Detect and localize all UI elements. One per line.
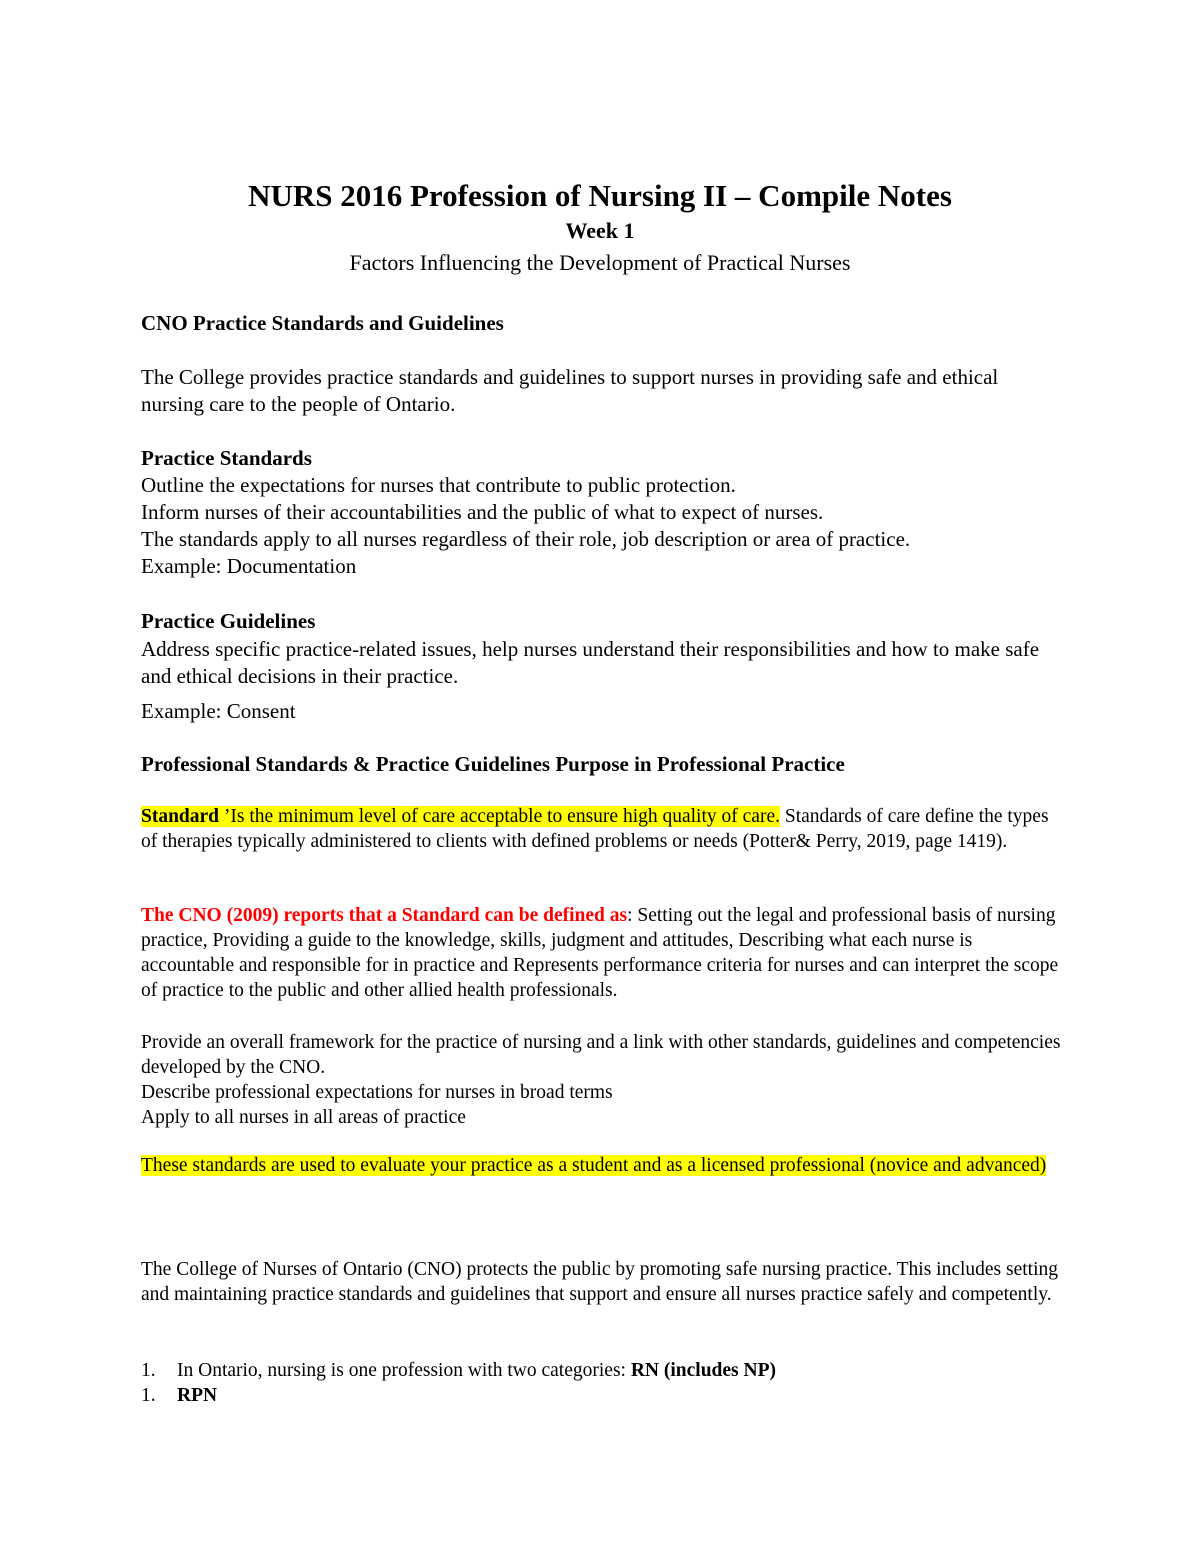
list-text-bold: RN (includes NP) (630, 1360, 777, 1381)
cno-definition-label: The CNO (2009) reports that a Standard can be defined as (141, 905, 628, 926)
list-text (177, 1383, 217, 1408)
highlighted-standard-definition (141, 806, 780, 827)
practice-standards-example: Example: Documentation (141, 554, 357, 578)
week-label: Week 1 (565, 218, 635, 243)
practice-standards-heading: Practice Standards (141, 446, 312, 470)
standard-label: Standard (141, 806, 224, 827)
framework-line: Apply to all nurses in all areas of practice (141, 1107, 466, 1128)
standard-quote: ’Is the minimum level of care acceptable to ensure high quality of care. (223, 806, 780, 827)
framework-line: Provide an overall framework for the practice of nursing and a link with other standards, guidelines and competencies developed by the CNO. (141, 1032, 1061, 1078)
practice-standards-line: Inform nurses of their accountabilities and the public of what to expect of nurses. (141, 500, 824, 524)
cno-definition-colon: : (627, 905, 633, 926)
list-text-bold: RPN (177, 1385, 218, 1406)
list-item (141, 1358, 1061, 1383)
cno-intro-paragraph: The College provides practice standards and guidelines to support nurses in providing safe and ethical nursing care to the people of Ontario. (141, 365, 999, 416)
standard-definition-rest: Standards of care define the types of therapies typically administered to clients with defined problems or needs (Potter& Perry, 2019, page 1419). (141, 806, 1049, 852)
practice-standards-list (141, 472, 1061, 580)
practice-guidelines-heading: Practice Guidelines (141, 609, 316, 633)
framework-line: Describe professional expectations for nurses in broad terms (141, 1082, 613, 1103)
practice-guidelines-paragraph: Address specific practice-related issues, help nurses understand their responsibilities and how to make safe and ethical decisions in their practice. (141, 637, 1040, 688)
cno-definition-rest: Setting out the legal and professional basis of nursing practice, Providing a guide to the knowledge, skills, judgment and attitudes, Describing what each nurse is accountable and responsible for in practice and Represents performance criteria for nurses and can interpret the scope of practice to the public and other allied health professionals. (141, 905, 1059, 1001)
evaluate-paragraph (141, 1153, 1061, 1178)
highlighted-evaluate-text: These standards are used to evaluate your practice as a student and as a licensed professional (novice and advanced) (141, 1155, 1047, 1176)
cno-heading: CNO Practice Standards and Guidelines (141, 311, 504, 335)
list-number: 1. (141, 1360, 156, 1381)
standard-definition-paragraph (141, 804, 1061, 854)
document-title: NURS 2016 Profession of Nursing II – Compile Notes (248, 178, 952, 213)
practice-guidelines-example: Example: Consent (141, 699, 296, 723)
categories-list (141, 1358, 1061, 1408)
list-text-plain: In Ontario, nursing is one profession with two categories: (177, 1360, 631, 1381)
cno-definition-paragraph (141, 903, 1061, 1003)
practice-standards-line: The standards apply to all nurses regardless of their role, job description or area of practice. (141, 527, 911, 551)
framework-lines (141, 1030, 1061, 1130)
practice-standards-line: Outline the expectations for nurses that contribute to public protection. (141, 473, 736, 497)
list-item (141, 1383, 1061, 1408)
list-number: 1. (141, 1385, 156, 1406)
purpose-heading: Professional Standards & Practice Guidelines Purpose in Professional Practice (141, 752, 845, 776)
college-paragraph: The College of Nurses of Ontario (CNO) protects the public by promoting safe nursing practice. This includes setting and maintaining practice standards and guidelines that support and ensure all nurses practice safely and competently. (141, 1259, 1059, 1305)
list-text (177, 1358, 776, 1383)
document-subtitle: Factors Influencing the Development of Practical Nurses (349, 250, 851, 275)
